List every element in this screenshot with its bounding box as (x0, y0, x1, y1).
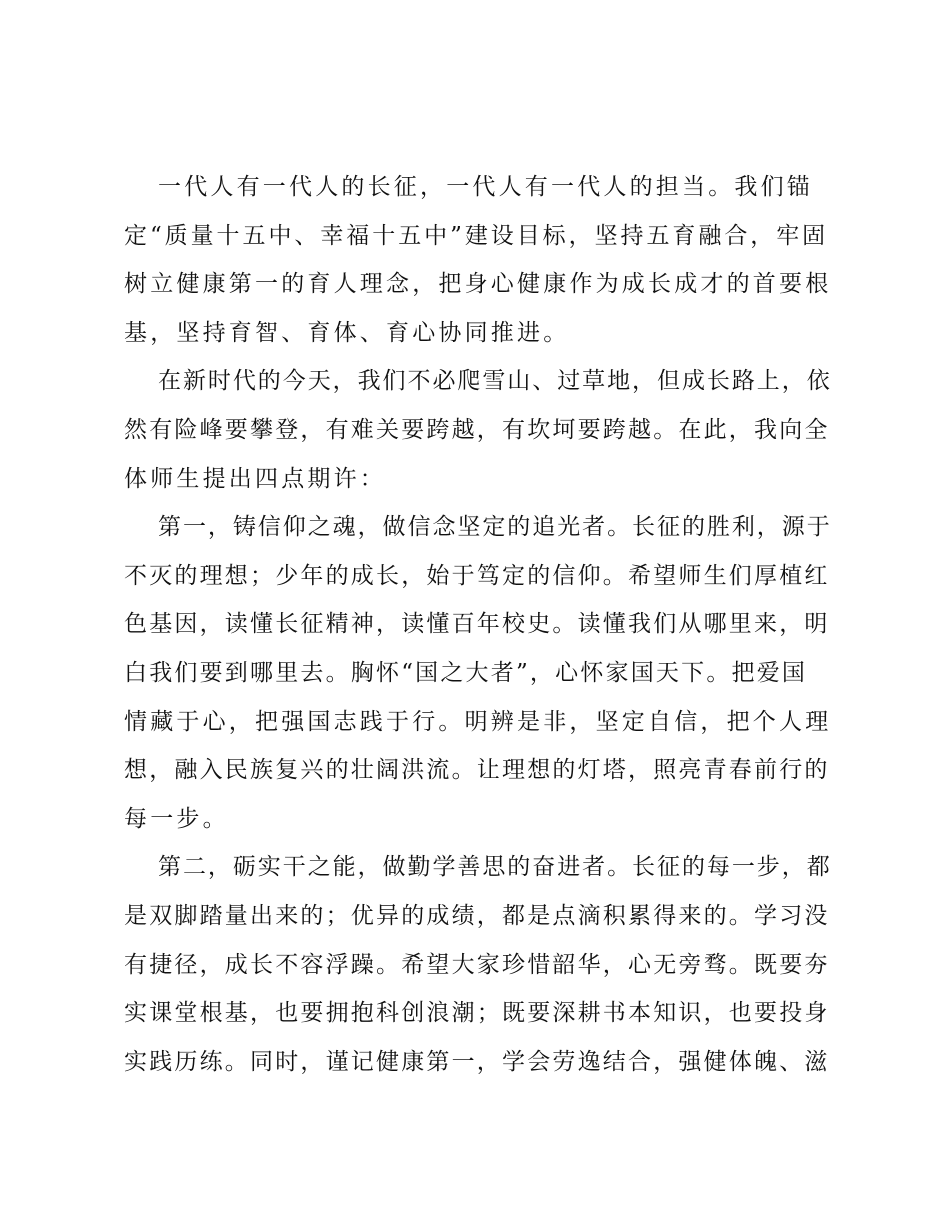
text-line: 是双脚踏量出来的；优异的成绩，都是点滴积累得来的。学习没 (124, 902, 830, 929)
text-line: 色基因，读懂长征精神，读懂百年校史。读懂我们从哪里来，明 (124, 611, 830, 638)
text-line: 第二，砺实干之能，做勤学善思的奋进者。长征的每一步，都 (158, 854, 832, 881)
text-line: 基，坚持育智、育体、育心协同推进。 (124, 319, 570, 346)
document-body (124, 163, 834, 1086)
text-line: 在新时代的今天，我们不必爬雪山、过草地，但成长路上，依 (158, 368, 832, 395)
text-line: 定“质量十五中、幸福十五中”建设目标，坚持五育融合，牢固 (124, 222, 829, 249)
text-line: 体师生提出四点期许： (124, 465, 386, 492)
text-line: 想，融入民族复兴的壮阔洪流。让理想的灯塔，照亮青春前行的 (124, 757, 830, 784)
paragraph-4 (124, 843, 834, 1086)
text-line: 然有险峰要攀登，有难关要跨越，有坎坷要跨越。在此，我向全 (124, 416, 830, 443)
text-line: 实践历练。同时，谨记健康第一，学会劳逸结合，强健体魄、滋 (124, 1048, 830, 1075)
text-line: 树立健康第一的育人理念，把身心健康作为成长成才的首要根 (124, 271, 832, 298)
text-line: 不灭的理想；少年的成长，始于笃定的信仰。希望师生们厚植红 (124, 562, 830, 589)
text-line: 情藏于心，把强国志践于行。明辨是非，坚定自信，把个人理 (124, 708, 832, 735)
text-line: 实课堂根基，也要拥抱科创浪潮；既要深耕书本知识，也要投身 (124, 1000, 830, 1027)
text-line: 一代人有一代人的长征，一代人有一代人的担当。我们锚 (158, 174, 813, 200)
text-line: 每一步。 (124, 805, 229, 832)
text-line: 有捷径，成长不容浮躁。希望大家珍惜韶华，心无旁骛。既要夯 (124, 951, 830, 978)
text-line: 白我们要到哪里去。胸怀“国之大者”，心怀家国天下。把爱国 (124, 659, 808, 686)
paragraph-3 (124, 503, 834, 843)
text-line: 第一，铸信仰之魂，做信念坚定的追光者。长征的胜利，源于 (158, 514, 832, 541)
paragraph-2 (124, 357, 834, 503)
paragraph-1 (124, 163, 834, 357)
